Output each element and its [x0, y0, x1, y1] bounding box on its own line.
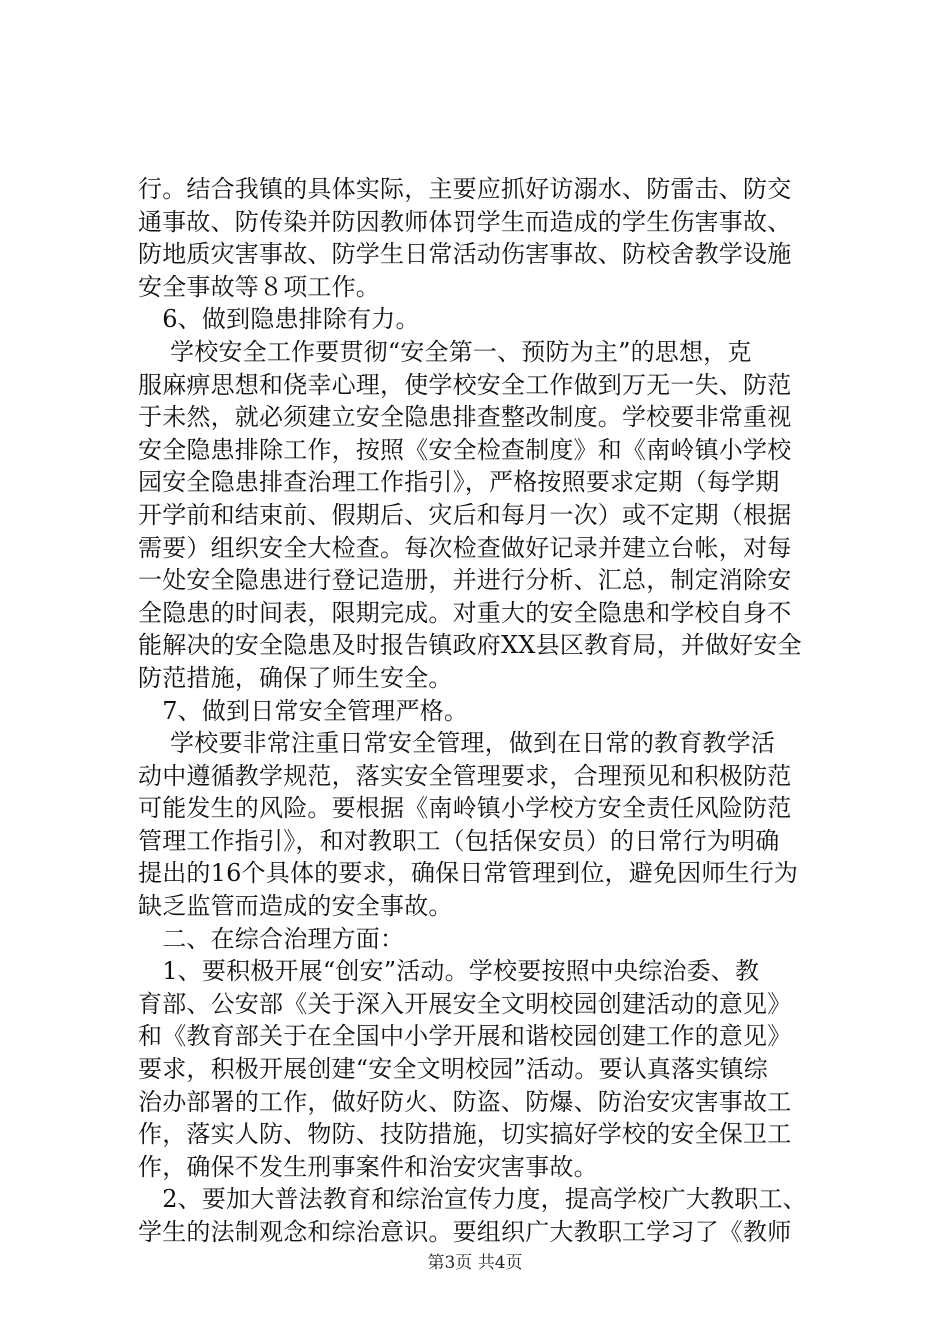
text-line: 通事故、防传染并防因教师体罚学生而造成的学生伤害事故、 [138, 207, 792, 236]
page-number: 第3页 共4页 [427, 1253, 523, 1273]
text-line: 学生的法制观念和综治意识。要组织广大教职工学习了《教师 [138, 1218, 792, 1246]
text-line: 和《教育部关于在全国中小学开展和谐校园创建工作的意见》 [138, 1022, 792, 1051]
text-line: 园安全隐患排查治理工作指引》，严格按照要求定期（每学期 [138, 468, 780, 497]
text-line: 缺乏监管而造成的安全事故。 [138, 892, 453, 921]
text-line: 行。结合我镇的具体实际，主要应抓好访溺水、防雷击、防交 [138, 175, 792, 203]
text-line: 2、要加大普法教育和综治宣传力度，提高学校广大教职工、 [138, 1185, 807, 1214]
text-line: 于未然，就必须建立安全隐患排查整改制度。学校要非常重视 [138, 403, 792, 432]
section-heading: 6、做到隐患排除有力。 [138, 305, 420, 334]
text-line: 作，确保不发生刑事案件和治安灾害事故。 [138, 1152, 598, 1181]
text-line: 治办部署的工作，做好防火、防盗、防爆、防治安灾害事故工 [138, 1087, 792, 1116]
text-line: 服麻痹思想和侥幸心理，使学校安全工作做到万无一失、防范 [138, 370, 792, 399]
text-line: 学校要非常注重日常安全管理，做到在日常的教育教学活 [138, 729, 776, 758]
text-line: 可能发生的风险。要根据《南岭镇小学校方安全责任风险防范 [138, 794, 792, 823]
text-line: 提出的16个具体的要求，确保日常管理到位，避免因师生行为 [138, 859, 799, 888]
text-line: 防范措施，确保了师生安全。 [138, 663, 453, 692]
text-line: 要求，积极开展创建“安全文明校园”活动。要认真落实镇综 [138, 1055, 768, 1084]
text-line: 能解决的安全隐患及时报告镇政府XX县区教育局，并做好安全 [138, 631, 802, 660]
text-line: 管理工作指引》，和对教职工（包括保安员）的日常行为明确 [138, 826, 780, 855]
text-line: 学校安全工作要贯彻“安全第一、预防为主”的思想，克 [138, 337, 752, 366]
text-line: 作，落实人防、物防、技防措施，切实搞好学校的安全保卫工 [138, 1120, 792, 1149]
text-line: 防地质灾害事故、防学生日常活动伤害事故、防校舍教学设施 [138, 240, 792, 269]
text-line: 动中遵循教学规范，落实安全管理要求，合理预见和积极防范 [138, 761, 792, 790]
text-line: 安全事故等８项工作。 [138, 272, 380, 301]
body-text [138, 173, 838, 1249]
text-line: 安全隐患排除工作，按照《安全检查制度》和《南岭镇小学校 [138, 435, 792, 464]
text-line: 开学前和结束前、假期后、灾后和每月一次）或不定期（根据 [138, 500, 792, 529]
section-heading: 7、做到日常安全管理严格。 [138, 696, 469, 725]
text-line: 需要）组织安全大检查。每次检查做好记录并建立台帐，对每 [138, 533, 792, 562]
text-line: 一处安全隐患进行登记造册，并进行分析、汇总，制定消除安 [138, 566, 792, 595]
text-line: 全隐患的时间表，限期完成。对重大的安全隐患和学校自身不 [138, 598, 792, 627]
text-line: 1、要积极开展“创安”活动。学校要按照中央综治委、教 [138, 957, 760, 986]
section-heading: 二、在综合治理方面： [138, 924, 405, 953]
text-line: 育部、公安部《关于深入开展安全文明校园创建活动的意见》 [138, 989, 792, 1018]
